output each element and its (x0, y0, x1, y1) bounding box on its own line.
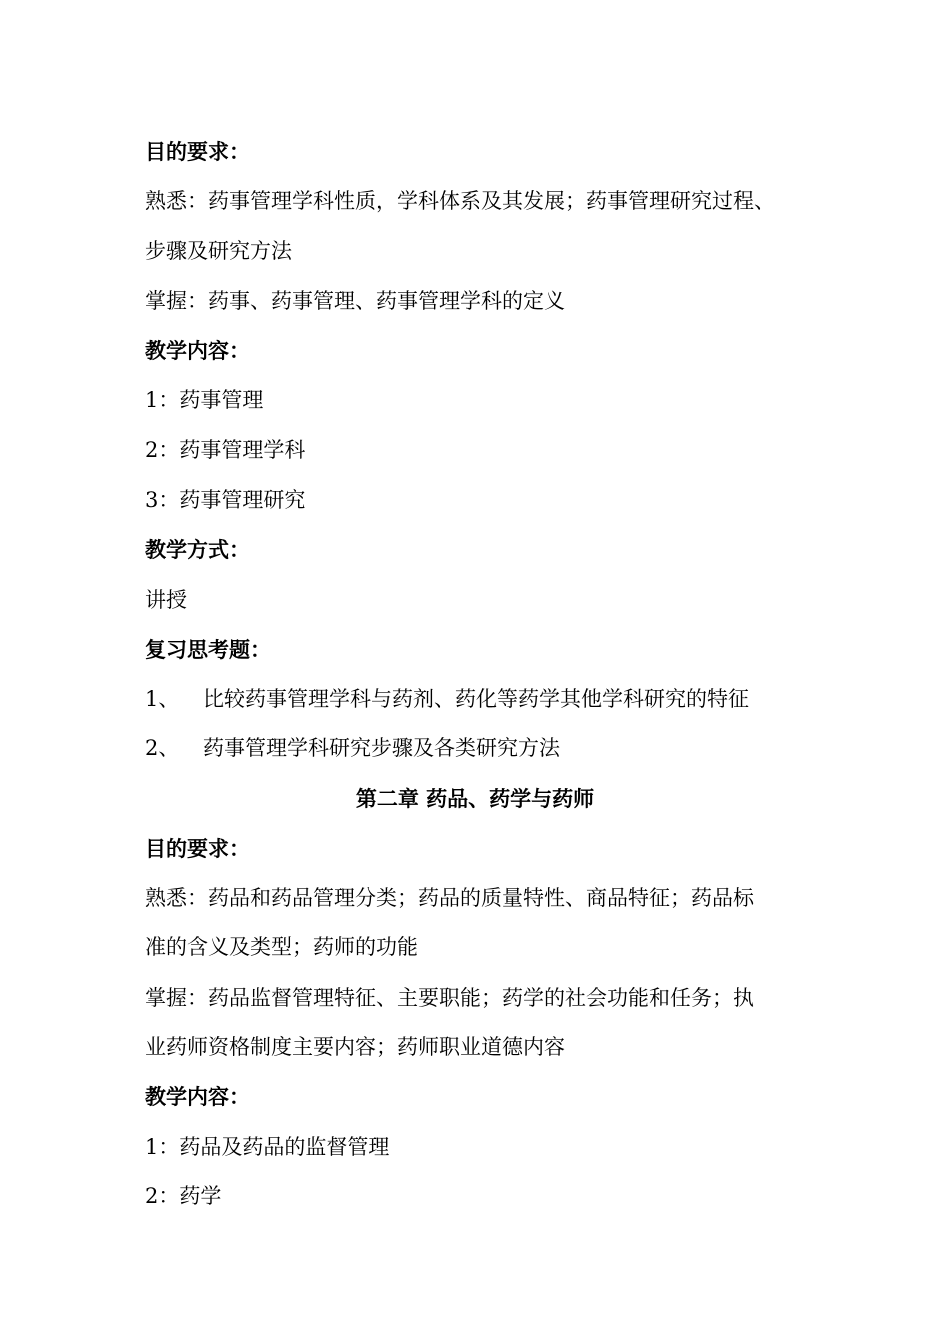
master-text: 掌握：药事、药事管理、药事管理学科的定义 (145, 289, 565, 313)
content-item: 1：药事管理 (145, 388, 264, 412)
method-heading: 教学方式： (145, 538, 250, 562)
chapter-title: 第二章 药品、药学与药师 (355, 787, 595, 811)
review-item-text: 比较药事管理学科与药剂、药化等药学其他学科研究的特征 (203, 687, 749, 711)
review-item (145, 733, 560, 763)
method-text: 讲授 (145, 588, 187, 612)
content-item: 1：药品及药品的监督管理 (145, 1135, 390, 1159)
familiar-text-line-2: 准的含义及类型；药师的功能 (145, 935, 418, 959)
objectives-heading: 目的要求： (145, 140, 250, 164)
familiar-text-line-1: 熟悉：药品和药品管理分类；药品的质量特性、商品特征；药品标 (145, 886, 754, 910)
familiar-text-line-2: 步骤及研究方法 (145, 239, 292, 263)
content-item: 2：药事管理学科 (145, 438, 306, 462)
content-heading: 教学内容： (145, 339, 250, 363)
familiar-text-line-1: 熟悉：药事管理学科性质，学科体系及其发展；药事管理研究过程、 (145, 189, 775, 213)
master-text-line-2: 业药师资格制度主要内容；药师职业道德内容 (145, 1035, 565, 1059)
review-item-text: 药事管理学科研究步骤及各类研究方法 (203, 736, 560, 760)
content-item: 3：药事管理研究 (145, 488, 306, 512)
objectives-heading: 目的要求： (145, 837, 250, 861)
review-heading: 复习思考题： (145, 638, 271, 662)
content-item: 2：药学 (145, 1184, 222, 1208)
master-text-line-1: 掌握：药品监督管理特征、主要职能；药学的社会功能和任务；执 (145, 986, 754, 1010)
content-heading: 教学内容： (145, 1085, 250, 1109)
review-item-number: 1、 (145, 687, 180, 711)
review-item-number: 2、 (145, 736, 180, 760)
review-item (145, 684, 749, 714)
